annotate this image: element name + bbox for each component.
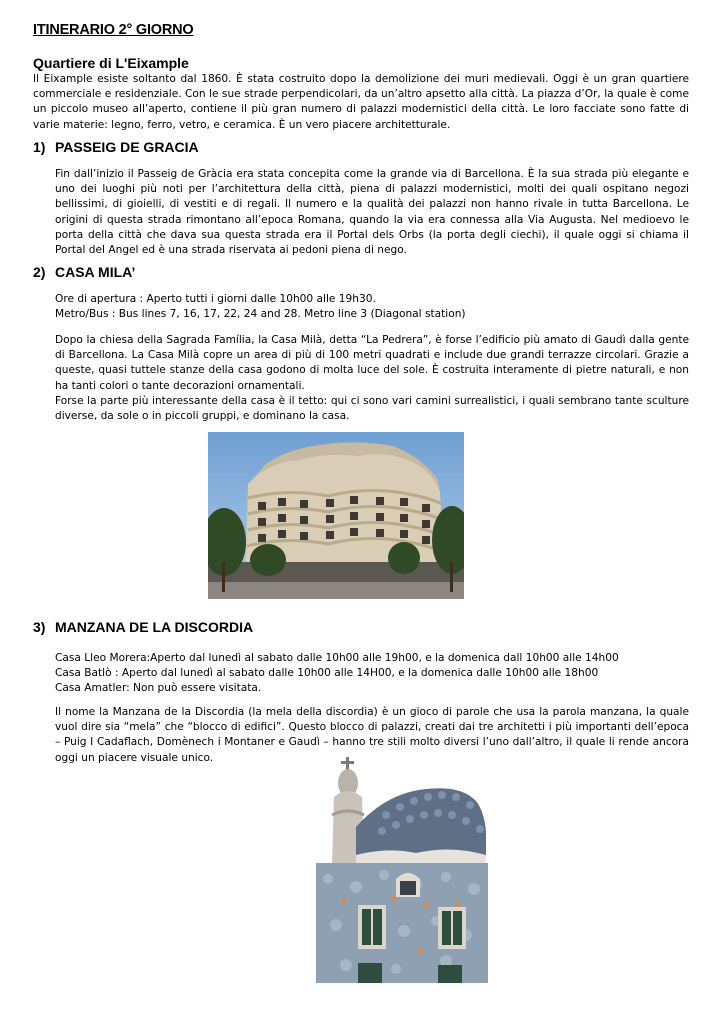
- section-2-heading: [33, 264, 135, 280]
- document-title: ITINERARIO 2° GIORNO: [33, 22, 194, 38]
- section-3-info: [55, 651, 689, 697]
- casa-amatler-hours: Casa Amatler: Non può essere visitata.: [55, 682, 262, 695]
- casa-lleo-morera-hours: Casa Lleo Morera:Aperto dal lunedì al sabato dalle 10h00 alle 19h00, e la domenica dall 10h00 alle 14h00: [55, 652, 619, 664]
- section-3-body: Il nome la Manzana de la Discordia (la mela della discordia) è un gioco di parole che usa la parola manzana, la quale vuol dire sia “mela” che “blocco di edifici”. Questo blocco di palazzi, creati dai tre architetti i più importanti dell’epoca – Puig I Cadaflach, Domènech i Montaner e Gaudì – hanno tre stili molto diversi l’uno dall’altro, il quale li rende ancora oggi un piacere visuale unico.: [55, 706, 689, 764]
- section-1-body: Fin dall’inizio il Passeig de Gràcia era stata concepita come la grande via di Barcellona. È la sua strada più elegante e uno dei luoghi più noti per l’architettura della città, piena di palazzi modernistici, molti dei quali ospitano negozi bellissimi, di gioielli, di vestiti e di regali. Il numero e la qualità dei palazzi non hanno rivale in tutta Barcellona. Le origini di questa strada rimontano all’epoca Romana, quando la via era connessa alla Via Augusta. Nel medioevo le porta della città che dava sua questa strada era il Portal dels Orbs (la porta degli ciechi), il quale oggi si chiama il Portal del Angel ed è una strada riservata ai pedoni piena di nego.: [55, 168, 689, 257]
- section-1-number: 1): [33, 139, 46, 155]
- section-2-title: CASA MILA’: [55, 264, 136, 280]
- casa-batllo-photo: [316, 755, 488, 983]
- document-subtitle: Quartiere di L'Eixample: [33, 55, 189, 71]
- section-2-paragraph-2: Forse la parte più interessante della casa è il tetto: qui ci sono vari camini surrealistici, i quali sembrano tante sculture diverse, da sole o in piccoli gruppi, e dominano la casa.: [55, 394, 689, 423]
- section-1-heading: [33, 139, 199, 155]
- intro-paragraph: Il Eixample esiste soltanto dal 1860. È stata costruito dopo la demolizione dei muri medievali. Oggi è un gran quartiere commerciale e residenziale. Con le sue strade perpendicolari, da un’altro apsetto alla città. La piazza d’Or, la quale è come un piccolo museo all’aperto, contiene il più gran numero di palazzi modernistici della città. Le loro facciate sono fatte di varie materie: legno, ferro, vetro, e ceramica. È un vero piacere architetturale.: [33, 73, 689, 131]
- casa-mila-photo: [208, 432, 464, 599]
- section-2-paragraph-1: Dopo la chiesa della Sagrada Família, la Casa Milà, detta “La Pedrera”, è forse l’edificio più amato di Gaudì dalla gente di Barcellona. La Casa Milà copre un area di più di 100 metri quadrati e include due grandi terrazze circolari. Grazie a queste, quasi tuttele stanze della casa godono di molta luce del sole. È costruita interamente di pietre naturali, e non ha tanti colori o tante decorazioni ornamentali.: [55, 334, 689, 392]
- section-1-title: PASSEIG DE GRACIA: [55, 139, 199, 155]
- section-3-number: 3): [33, 619, 46, 635]
- section-2-info: [55, 292, 689, 322]
- transport-line: Metro/Bus : Bus lines 7, 16, 17, 22, 24 and 28. Metro line 3 (Diagonal station): [55, 308, 466, 321]
- section-3-heading: [33, 619, 253, 635]
- opening-hours-line: Ore di apertura : Aperto tutti i giorni dalle 10h00 alle 19h30.: [55, 293, 376, 305]
- section-2-number: 2): [33, 264, 46, 280]
- section-2-body: [55, 333, 689, 424]
- section-3-title: MANZANA DE LA DISCORDIA: [55, 619, 254, 635]
- casa-batllo-hours: Casa Batlò : Aperto dal lunedì al sabato dalle 10h00 alle 14H00, e la domenica dalle 10h00 alle 18h00: [55, 667, 599, 680]
